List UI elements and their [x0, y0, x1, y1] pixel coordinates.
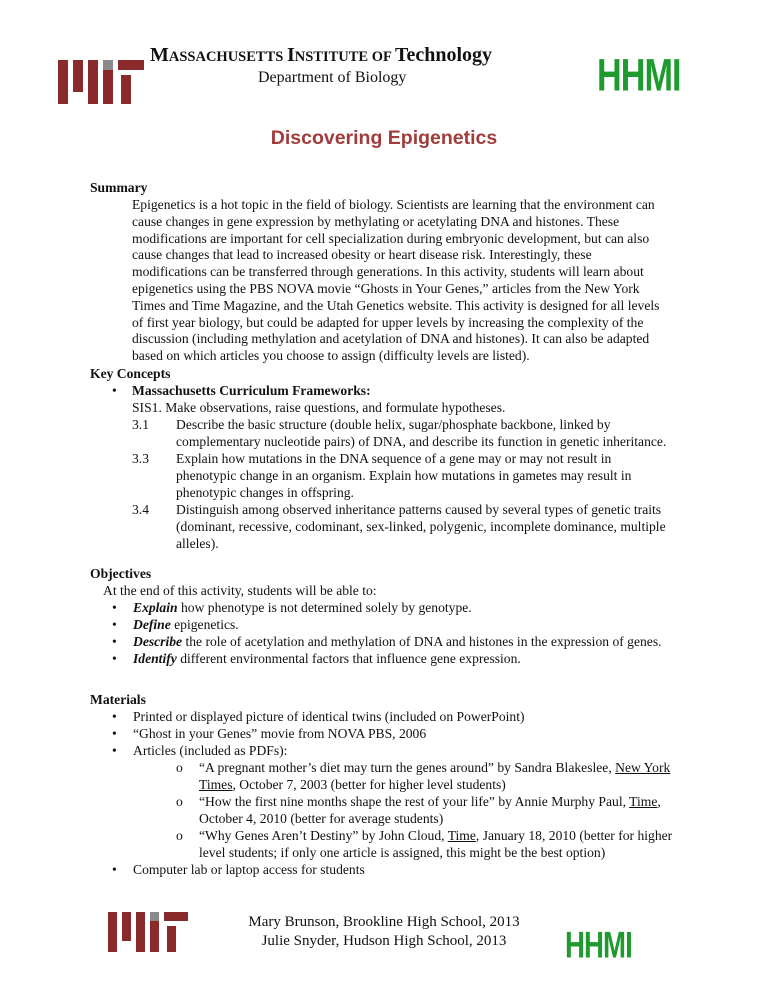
bullet-icon: • — [112, 383, 117, 398]
bullet-icon: • — [112, 709, 117, 724]
framework-title: Massachusetts Curriculum Frameworks: — [132, 383, 371, 398]
bullet-icon: • — [112, 634, 117, 649]
summary-heading: Summary — [90, 180, 148, 195]
objectives-heading: Objectives — [90, 566, 152, 581]
sub-bullet-icon: o — [176, 794, 183, 809]
sub-bullet-icon: o — [176, 828, 183, 843]
department-name: Department of Biology — [258, 69, 407, 86]
footer-authors — [0, 913, 768, 950]
institute-name: MASSACHUSETTS INSTITUTE OF Technology — [150, 44, 492, 66]
bullet-icon: • — [112, 743, 117, 758]
mit-logo — [58, 60, 138, 104]
page-title: Discovering Epigenetics — [270, 127, 498, 149]
footer-hhmi-logo: HHMI — [565, 926, 632, 967]
materials-heading: Materials — [90, 692, 146, 707]
author-line: Mary Brunson, Brookline High School, 2013 — [248, 914, 520, 930]
bullet-icon: • — [112, 651, 117, 666]
sub-bullet-icon: o — [176, 760, 183, 775]
objectives-intro: At the end of this activity, students will be able to: — [103, 583, 377, 598]
bullet-icon: • — [112, 600, 117, 615]
bullet-icon: • — [112, 862, 117, 877]
summary-body: Epigenetics is a hot topic in the field of biology. Scientists are learning that the environment can cause changes in gene expression by methylating or acetylating DNA and histones. These modifications are important for cell specialization during embryonic development, but can also cause changes that lead to increased obesity or heart disease risk. Interestingly, these modifications can be transferred through generations. In this activity, students will learn about epigenetics using the PBS NOVA movie “Ghosts in Your Genes,” articles from the New York Times and Time Magazine, and the Utah Genetics website. This activity is designed for all levels of first year biology, but could be adapted for upper levels by increasing the complexity of the discussion (including methylation and acetylation of DNA and histones). It can also be adapted based on which articles you choose to assign (difficulty levels are listed). — [132, 197, 660, 364]
sis1-standard: SIS1. Make observations, raise questions, and formulate hypotheses. — [132, 400, 506, 415]
hhmi-logo: HHMI — [597, 49, 681, 101]
author-line: Julie Snyder, Hudson High School, 2013 — [261, 932, 507, 949]
bullet-icon: • — [112, 617, 117, 632]
bullet-icon: • — [112, 726, 117, 741]
key-concepts-heading: Key Concepts — [90, 366, 171, 381]
